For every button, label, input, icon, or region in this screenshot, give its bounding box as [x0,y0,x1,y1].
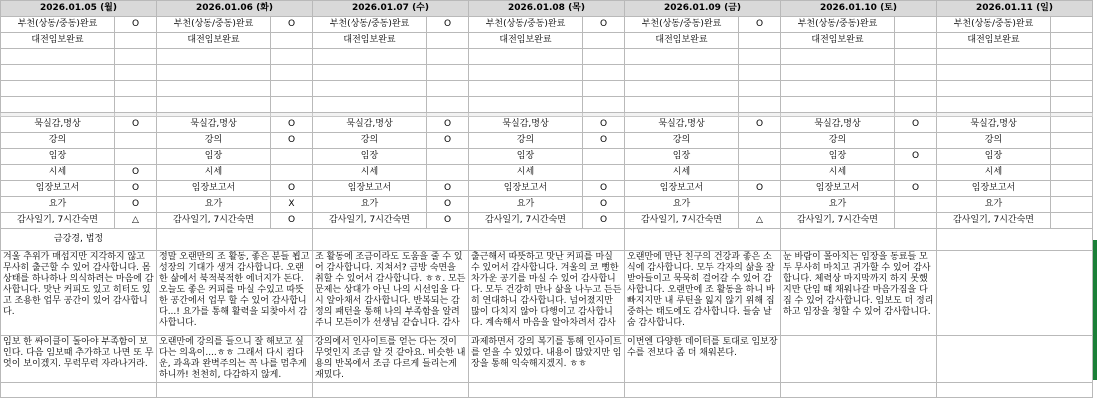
habit-label-cell[interactable]: 강의 [469,133,583,149]
habit-mark-cell[interactable] [1051,17,1093,33]
habit-mark-cell[interactable]: O [895,117,937,133]
habit-label-cell[interactable] [781,97,895,113]
habit-mark-cell[interactable]: O [895,149,937,165]
habit-mark-cell[interactable]: O [583,181,625,197]
habit-label-cell[interactable] [937,65,1051,81]
reading-cell[interactable] [937,229,1093,251]
habit-mark-cell[interactable] [895,213,937,229]
habit-row [1,213,1093,229]
habit-mark-cell[interactable]: O [271,133,313,149]
habit-row [1,181,1093,197]
habit-label-cell[interactable] [157,65,271,81]
habit-label-cell[interactable]: 임장보고서 [313,181,427,197]
habit-label-cell[interactable]: 강의 [625,133,739,149]
habit-label-cell[interactable]: 대전임보완료 [937,33,1051,49]
habit-mark-cell[interactable] [115,49,157,65]
habit-mark-cell[interactable] [271,33,313,49]
habit-label-cell[interactable]: 대전임보완료 [313,33,427,49]
reading-cell[interactable] [469,229,625,251]
empty-cell[interactable] [781,383,937,398]
habit-label-cell[interactable]: 부천(상동/중동)완료 [1,17,115,33]
habit-mark-cell[interactable]: O [583,197,625,213]
habit-label-cell[interactable]: 대전임보완료 [1,33,115,49]
habit-label-cell[interactable]: 임장 [313,149,427,165]
habit-label-cell[interactable]: 시세 [313,165,427,181]
habit-mark-cell[interactable] [1051,65,1093,81]
habit-mark-cell[interactable] [427,33,469,49]
habit-mark-cell[interactable] [427,49,469,65]
habit-row [1,81,1093,97]
habit-row [1,165,1093,181]
habit-label-cell[interactable]: 시세 [781,165,895,181]
habit-mark-cell[interactable] [1051,213,1093,229]
habit-mark-cell[interactable] [271,49,313,65]
habit-label-cell[interactable]: 묵실감,명상 [313,117,427,133]
gratitude-note-cell[interactable] [937,251,1093,336]
reading-row [1,229,1093,251]
habit-label-cell[interactable]: 요가 [1,197,115,213]
habit-mark-cell[interactable]: O [895,181,937,197]
habit-mark-cell[interactable] [895,133,937,149]
habit-label-cell[interactable]: 시세 [157,165,271,181]
habit-mark-cell[interactable]: O [271,213,313,229]
habit-label-cell[interactable]: 감사일기, 7시간숙면 [157,213,271,229]
habit-label-cell[interactable]: 요가 [157,197,271,213]
habit-mark-cell[interactable] [427,97,469,113]
habit-label-cell[interactable] [157,81,271,97]
gratitude-note-cell[interactable]: 겨울 추위가 매섭지만 지각하지 않고 무사히 출근할 수 있어 감사합니다. 몸 상태를 하나하나 의식하려는 마음에 감사합니다. 맛난 커피도 있고 히터도 있고 조용한 업무 공간이 있어 감사합니다. [1,251,157,336]
habit-row [1,117,1093,133]
reading-cell[interactable] [313,229,469,251]
habit-label-cell[interactable] [625,65,739,81]
habit-mark-cell[interactable] [1051,181,1093,197]
empty-cell[interactable] [157,383,313,398]
habit-mark-cell[interactable] [271,149,313,165]
habit-mark-cell[interactable] [895,65,937,81]
date-header-row [1,1,1093,17]
habit-label-cell[interactable] [1,65,115,81]
habit-mark-cell[interactable] [739,165,781,181]
habit-label-cell[interactable]: 부천(상동/중동)완료 [157,17,271,33]
habit-label-cell[interactable]: 요가 [781,197,895,213]
date-header-cell[interactable]: 2026.01.06 (화) [157,1,313,17]
habit-label-cell[interactable]: 감사일기, 7시간숙면 [313,213,427,229]
habit-mark-cell[interactable] [895,165,937,181]
habit-mark-cell[interactable] [583,97,625,113]
habit-mark-cell[interactable] [1051,33,1093,49]
habit-mark-cell[interactable] [739,33,781,49]
habit-mark-cell[interactable] [583,81,625,97]
habit-mark-cell[interactable]: O [739,17,781,33]
gratitude-notes-row [1,251,1093,336]
gratitude-note-cell[interactable]: 출근해서 따뜻하고 맛난 커피를 마실 수 있어서 감사합니다. 겨울의 코 뻥한 차가운 공기를 마실 수 있어 감사합니다. 모두 건강히 만나 삶을 나누고 든든히 연대하니 감사합니다. 넘어졌지만 많이 다치지 않아 다행이고 감사합니다. 계속해서 마음을 알아차려서 감사 [469,251,625,336]
habit-label-cell[interactable]: 부천(상동/중동)완료 [781,17,895,33]
habit-label-cell[interactable] [469,65,583,81]
habit-label-cell[interactable] [625,97,739,113]
habit-mark-cell[interactable]: O [427,17,469,33]
gratitude-note-cell[interactable]: 정말 오랜만의 조 활동, 좋은 분들 뵙고 성장의 기대가 생겨 감사합니다. 오랜 한 삶에서 북적북적한 에너지가 돈다. 오늘도 좋은 커피를 마실 수있고 따뜻한 공간에서 업무 할 수 있어 감사합니다...! 요가를 통해 활력을 되찾아서 감사합니다. [157,251,313,336]
habit-label-cell[interactable] [313,97,427,113]
habit-label-cell[interactable] [313,65,427,81]
habit-mark-cell[interactable]: O [583,213,625,229]
habit-mark-cell[interactable] [895,81,937,97]
habit-label-cell[interactable] [625,81,739,97]
habit-label-cell[interactable] [937,49,1051,65]
habit-mark-cell[interactable] [115,149,157,165]
habit-mark-cell[interactable] [1051,49,1093,65]
habit-label-cell[interactable]: 임장 [157,149,271,165]
habit-label-cell[interactable]: 감사일기, 7시간숙면 [1,213,115,229]
habit-label-cell[interactable] [469,97,583,113]
habit-mark-cell[interactable] [271,165,313,181]
reflection-note-cell[interactable]: 강의에서 인사이트를 얻는 다는 것이 무엇인지 조금 알 것 같아요. 비슷한 내용의 반복에서 조금 다르게 들리는게 재밌다. [313,336,469,383]
habit-mark-cell[interactable]: O [427,133,469,149]
habit-mark-cell[interactable] [739,149,781,165]
habit-label-cell[interactable]: 대전임보완료 [781,33,895,49]
habit-mark-cell[interactable]: X [271,197,313,213]
habit-label-cell[interactable]: 대전임보완료 [157,33,271,49]
habit-mark-cell[interactable]: △ [115,213,157,229]
date-header-cell[interactable]: 2026.01.09 (금) [625,1,781,17]
habit-row [1,65,1093,81]
habit-label-cell[interactable] [1,97,115,113]
habit-mark-cell[interactable] [895,33,937,49]
habit-label-cell[interactable]: 요가 [469,197,583,213]
habit-label-cell[interactable]: 묵실감,명상 [157,117,271,133]
habit-mark-cell[interactable] [427,65,469,81]
habit-label-cell[interactable] [469,81,583,97]
habit-mark-cell[interactable] [583,65,625,81]
habit-label-cell[interactable]: 임장보고서 [157,181,271,197]
habit-label-cell[interactable] [625,49,739,65]
habit-label-cell[interactable]: 대전임보완료 [625,33,739,49]
habit-label-cell[interactable]: 감사일기, 7시간숙면 [625,213,739,229]
habit-mark-cell[interactable]: O [115,17,157,33]
habit-mark-cell[interactable]: O [427,117,469,133]
reflection-note-cell[interactable]: 임보 한 싸이클이 돌아야 부족함이 보인다. 다음 임보때 추가하고 나면 또 무엇이 보이겠지. 무럭무럭 자라나거라. [1,336,157,383]
date-header-cell[interactable]: 2026.01.05 (월) [1,1,157,17]
habit-mark-cell[interactable]: O [271,117,313,133]
habit-label-cell[interactable]: 시세 [469,165,583,181]
habit-label-cell[interactable]: 강의 [313,133,427,149]
empty-cell[interactable] [469,383,625,398]
empty-row [1,383,1093,398]
habit-mark-cell[interactable] [1051,117,1093,133]
habit-row [1,149,1093,165]
reading-cell[interactable] [781,229,937,251]
habit-mark-cell[interactable] [1051,149,1093,165]
habit-mark-cell[interactable] [271,97,313,113]
habit-label-cell[interactable]: 감사일기, 7시간숙면 [781,213,895,229]
empty-cell[interactable] [625,383,781,398]
habit-label-cell[interactable] [313,81,427,97]
habit-label-cell[interactable]: 강의 [781,133,895,149]
habit-label-cell[interactable]: 묵실감,명상 [781,117,895,133]
habit-mark-cell[interactable]: O [739,117,781,133]
habit-label-cell[interactable]: 요가 [937,197,1051,213]
habit-label-cell[interactable]: 임장보고서 [937,181,1051,197]
habit-label-cell[interactable]: 임장보고서 [625,181,739,197]
habit-label-cell[interactable] [1,49,115,65]
habit-label-cell[interactable]: 부천(상동/중동)완료 [469,17,583,33]
habit-label-cell[interactable]: 감사일기, 7시간숙면 [469,213,583,229]
habit-label-cell[interactable]: 부천(상동/중동)완료 [625,17,739,33]
habit-mark-cell[interactable] [1051,197,1093,213]
habit-label-cell[interactable] [781,65,895,81]
habit-label-cell[interactable] [937,97,1051,113]
habit-label-cell[interactable] [781,81,895,97]
habit-row [1,133,1093,149]
habit-mark-cell[interactable] [115,33,157,49]
habit-label-cell[interactable]: 임장 [937,149,1051,165]
reflection-note-cell[interactable]: 이번엔 다양한 데이터를 토대로 임보장수를 전보다 좀 더 채워본다. [625,336,781,383]
empty-cell[interactable] [1,383,157,398]
habit-label-cell[interactable]: 임장보고서 [469,181,583,197]
habit-mark-cell[interactable] [583,33,625,49]
habit-mark-cell[interactable] [739,97,781,113]
habit-label-cell[interactable]: 묵실감,명상 [937,117,1051,133]
reflection-notes-row [1,336,1093,383]
habit-label-cell[interactable]: 시세 [625,165,739,181]
habit-mark-cell[interactable] [1051,165,1093,181]
habit-mark-cell[interactable] [1051,81,1093,97]
habit-label-cell[interactable]: 임장 [781,149,895,165]
habit-mark-cell[interactable]: O [115,181,157,197]
habit-mark-cell[interactable] [739,49,781,65]
habit-mark-cell[interactable] [271,65,313,81]
habit-label-cell[interactable]: 임장 [625,149,739,165]
habit-label-cell[interactable]: 부천(상동/중동)완료 [937,17,1051,33]
habit-mark-cell[interactable] [115,97,157,113]
gratitude-note-cell[interactable]: 눈 바람이 몰아치는 임장을 동료들 모두 무사히 마치고 귀가할 수 있어 감사합니다. 체력상 마지막까지 하지 못했지만 단임 때 채워나갈 마음가짐을 다짐 수 있어 감사합니다. 임보도 더 정리하고 임장을 청할 수 있어 감사합니다. [781,251,937,336]
gratitude-note-cell[interactable]: 오랜만에 만난 친구의 건강과 좋은 소식에 감사합니다. 모두 각자의 삶을 잘 받아들이고 묵묵히 걸어갈 수 있어 감사합니다. 오랜만에 조 활동을 하니 바빠지지만 내 루틴을 잃지 않기 위해 집중하는 태도에도 감사합니다. 들숨 날숨 감사합니다. [625,251,781,336]
habit-mark-cell[interactable]: O [739,181,781,197]
habit-label-cell[interactable]: 시세 [1,165,115,181]
habit-mark-cell[interactable]: O [583,133,625,149]
empty-cell[interactable] [313,383,469,398]
habit-mark-cell[interactable]: O [427,197,469,213]
habit-mark-cell[interactable] [739,81,781,97]
habit-mark-cell[interactable]: O [427,213,469,229]
habit-mark-cell[interactable]: △ [739,213,781,229]
habit-row [1,197,1093,213]
habit-label-cell[interactable]: 임장보고서 [781,181,895,197]
habit-mark-cell[interactable]: O [271,17,313,33]
habit-label-cell[interactable]: 묵실감,명상 [625,117,739,133]
reflection-note-cell[interactable] [937,336,1093,383]
habit-label-cell[interactable] [781,49,895,65]
habit-mark-cell[interactable] [115,133,157,149]
habit-label-cell[interactable]: 임장 [1,149,115,165]
habit-mark-cell[interactable] [1051,133,1093,149]
habit-label-cell[interactable]: 임장보고서 [1,181,115,197]
habit-row [1,49,1093,65]
habit-mark-cell[interactable]: O [115,197,157,213]
habit-label-cell[interactable]: 시세 [937,165,1051,181]
habit-mark-cell[interactable]: O [115,117,157,133]
habit-mark-cell[interactable]: O [427,181,469,197]
habit-mark-cell[interactable] [115,65,157,81]
date-header-cell[interactable]: 2026.01.08 (목) [469,1,625,17]
reflection-note-cell[interactable] [781,336,937,383]
habit-label-cell[interactable]: 요가 [625,197,739,213]
habit-mark-cell[interactable] [427,149,469,165]
habit-label-cell[interactable]: 부천(상동/중동)완료 [313,17,427,33]
habit-label-cell[interactable] [469,49,583,65]
date-header-cell[interactable]: 2026.01.07 (수) [313,1,469,17]
habit-mark-cell[interactable]: O [271,181,313,197]
habit-label-cell[interactable]: 묵실감,명상 [1,117,115,133]
habit-label-cell[interactable]: 요가 [313,197,427,213]
habit-mark-cell[interactable] [271,81,313,97]
habit-label-cell[interactable] [157,97,271,113]
habit-mark-cell[interactable] [583,149,625,165]
habit-label-cell[interactable] [937,81,1051,97]
habit-label-cell[interactable] [1,81,115,97]
habit-label-cell[interactable]: 강의 [1,133,115,149]
vertical-scrollbar[interactable] [1097,0,1101,409]
habit-mark-cell[interactable] [895,17,937,33]
habit-mark-cell[interactable] [739,133,781,149]
habit-mark-cell[interactable]: O [583,117,625,133]
reading-cell[interactable] [157,229,313,251]
empty-cell[interactable] [937,383,1093,398]
gratitude-note-cell[interactable]: 조 활동에 조금이라도 도움을 줄 수 있어 감사합니다. 지쳐서? 금방 숙면을 취할 수 있어서 감사합니다. ㅎㅎ. 모든 문제는 상대가 아닌 나의 시선임을 다시 알아채서 감사합니다. 반복되는 감정의 패턴을 통해 나의 부족함을 알려주니 모든이가 선생님 같습니다. 감사 [313,251,469,336]
habit-mark-cell[interactable] [583,165,625,181]
reading-cell[interactable] [625,229,781,251]
date-header-cell[interactable]: 2026.01.11 (일) [937,1,1093,17]
habit-mark-cell[interactable] [427,165,469,181]
habit-mark-cell[interactable] [739,65,781,81]
reading-cell[interactable]: 금강경, 법정 [1,229,157,251]
habit-mark-cell[interactable] [583,49,625,65]
habit-label-cell[interactable]: 감사일기, 7시간숙면 [937,213,1051,229]
date-header-cell[interactable]: 2026.01.10 (토) [781,1,937,17]
habit-row [1,97,1093,113]
habit-mark-cell[interactable] [427,81,469,97]
habit-mark-cell[interactable] [1051,97,1093,113]
habit-mark-cell[interactable]: O [583,17,625,33]
habit-label-cell[interactable]: 강의 [937,133,1051,149]
habit-label-cell[interactable]: 대전임보완료 [469,33,583,49]
habit-mark-cell[interactable] [895,97,937,113]
habit-mark-cell[interactable] [115,81,157,97]
habit-mark-cell[interactable]: O [115,165,157,181]
reflection-note-cell[interactable]: 오랜만에 강의를 들으니 잘 해보고 싶다는 의욕이....ㅎㅎ 그래서 다시 컴다운, 과욕과 완벽주의는 꼭 나를 멈추게 하니까! 천천히, 다감하지 않게. [157,336,313,383]
habit-label-cell[interactable]: 묵실감,명상 [469,117,583,133]
habit-label-cell[interactable]: 강의 [157,133,271,149]
habit-mark-cell[interactable] [895,49,937,65]
habit-mark-cell[interactable] [739,197,781,213]
habit-row [1,33,1093,49]
habit-label-cell[interactable]: 임장 [469,149,583,165]
habit-row [1,17,1093,33]
habit-label-cell[interactable] [157,49,271,65]
reflection-note-cell[interactable]: 과제하면서 강의 복기를 통해 인사이트를 얻을 수 있었다. 내용이 많았지만 임장을 통해 익숙해지겠지. ㅎㅎ [469,336,625,383]
habit-mark-cell[interactable] [895,197,937,213]
habit-label-cell[interactable] [313,49,427,65]
